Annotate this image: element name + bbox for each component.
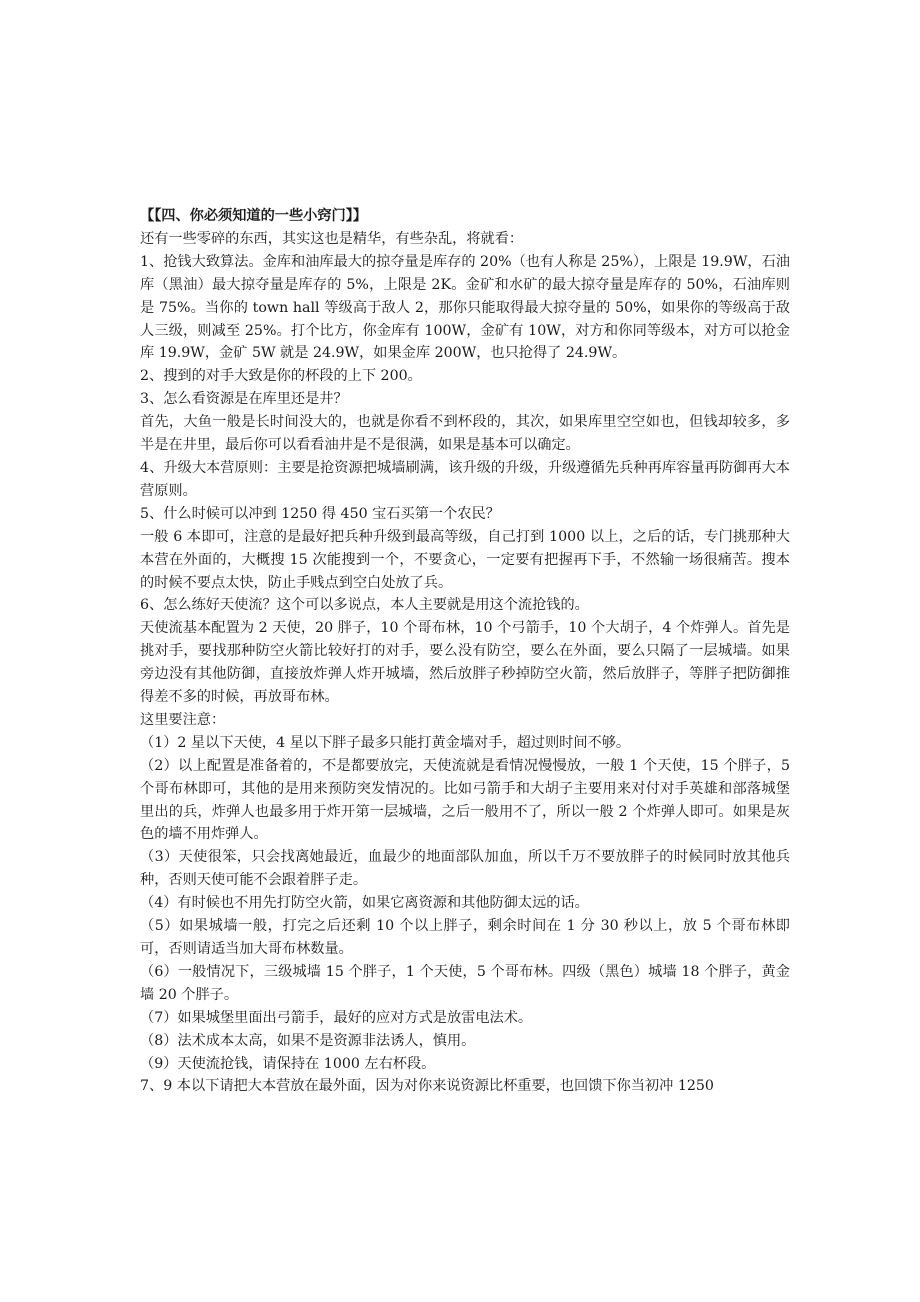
paragraph: 还有一些零碎的东西，其实这也是精华，有些杂乱，将就看： xyxy=(140,230,524,247)
paragraph: （6）一般情况下，三级城墙 15 个胖子，1 个天使，5 个哥布林。四级（黑色）城墙 18 个胖子，黄金墙 20 个胖子。 xyxy=(140,963,790,1003)
paragraph: 5、什么时候可以冲到 1250 得 450 宝石买第一个农民？ xyxy=(140,505,500,522)
paragraph: （5）如果城墙一般，打完之后还剩 10 个以上胖子，剩余时间在 1 分 30 秒以上，放 5 个哥布林即可，否则请适当加大哥布林数量。 xyxy=(140,918,790,957)
paragraph: 3、怎么看资源是在库里还是井？ xyxy=(140,391,348,408)
paragraph: 6、怎么练好天使流？这个可以多说点，本人主要就是用这个流抢钱的。 xyxy=(140,597,589,614)
document-page xyxy=(140,205,790,1098)
paragraph: （3）天使很笨，只会找离她最近，血最少的地面部队加血，所以千万不要放胖子的时候同时放其他兵种，否则天使可能不会跟着胖子走。 xyxy=(140,849,790,889)
paragraph: （7）如果城堡里面出弓箭手，最好的应对方式是放雷电法术。 xyxy=(140,1009,533,1026)
paragraph: （8）法术成本太高，如果不是资源非法诱人，慎用。 xyxy=(140,1032,476,1049)
paragraph: （9）天使流抢钱，请保持在 1000 左右杯段。 xyxy=(140,1055,436,1072)
paragraph: 4、升级大本营原则：主要是抢资源把城墙刷满，该升级的升级，升级遵循先兵种再库容量再防御再大本营原则。 xyxy=(140,459,790,499)
paragraph: 7、9 本以下请把大本营放在最外面，因为对你来说资源比杯重要，也回馈下你当初冲 1250 xyxy=(140,1078,714,1095)
paragraph: 首先，大鱼一般是长时间没大的，也就是你看不到杯段的，其次，如果库里空空如也，但钱却较多，多半是在井里，最后你可以看看油井是不是很满，如果是基本可以确定。 xyxy=(140,414,790,454)
paragraph: （2）以上配置是准备着的，不是都要放完，天使流就是看情况慢慢放，一般 1 个天使，15 个胖子，5 个哥布林即可，其他的是用来预防突发情况的。比如弓箭手和大胡子主要用来对付对手英雄和部落城堡里出的兵，炸弹人也最多用于炸开第一层城墙，之后一般用不了，所以一般 2 个炸弹人即可。如果是灰色的墙不用炸弹人。 xyxy=(140,757,790,843)
paragraph: 天使流基本配置为 2 天使，20 胖子，10 个哥布林，10 个弓箭手，10 个大胡子，4 个炸弹人。首先是挑对手，要找那种防空火箭比较好打的对手，要么没有防空，要么在外面，要么只隔了一层城墙。如果旁边没有其他防御，直接放炸弹人炸开城墙，然后放胖子秒掉防空火箭，然后放胖子，等胖子把防御推得差不多的时候，再放哥布林。 xyxy=(140,620,790,706)
paragraph: 这里要注意： xyxy=(140,711,226,728)
section-heading: 【【四、你必须知道的一些小窍门】】 xyxy=(140,208,367,224)
paragraph: 一般 6 本即可，注意的是最好把兵种升级到最高等级，自己打到 1000 以上，之后的话，专门挑那种大本营在外面的，大概搜 15 次能搜到一个，不要贪心，一定要有把握再下手，不然输一场很痛苦。搜本的时候不要点太快，防止手贱点到空白处放了兵。 xyxy=(140,528,790,591)
paragraph: （1）2 星以下天使，4 星以下胖子最多只能打黄金墙对手，超过则时间不够。 xyxy=(140,734,631,751)
paragraph: 2、搜到的对手大致是你的杯段的上下 200。 xyxy=(140,368,422,385)
paragraph: （4）有时候也不用先打防空火箭，如果它离资源和其他防御太远的话。 xyxy=(140,895,589,912)
paragraph: 1、抢钱大致算法。金库和油库最大的掠夺量是库存的 20%（也有人称是 25%），上限是 19.9W，石油库（黑油）最大掠夺量是库存的 5%，上限是 2K。金矿和水矿的最大掠夺量是库存的 50%，石油库则是 75%。当你的 town hall 等级高于敌人 2，那你只能取得最大掠夺量的 50%，如果你的等级高于敌人三级，则减至 25%。打个比方，你金库有 100W，金矿有 10W，对方和你同等级本，对方可以抢金库 19.9W，金矿 5W 就是 24.9W，如果金库 200W，也只抢得了 24.9W。 xyxy=(140,253,790,362)
